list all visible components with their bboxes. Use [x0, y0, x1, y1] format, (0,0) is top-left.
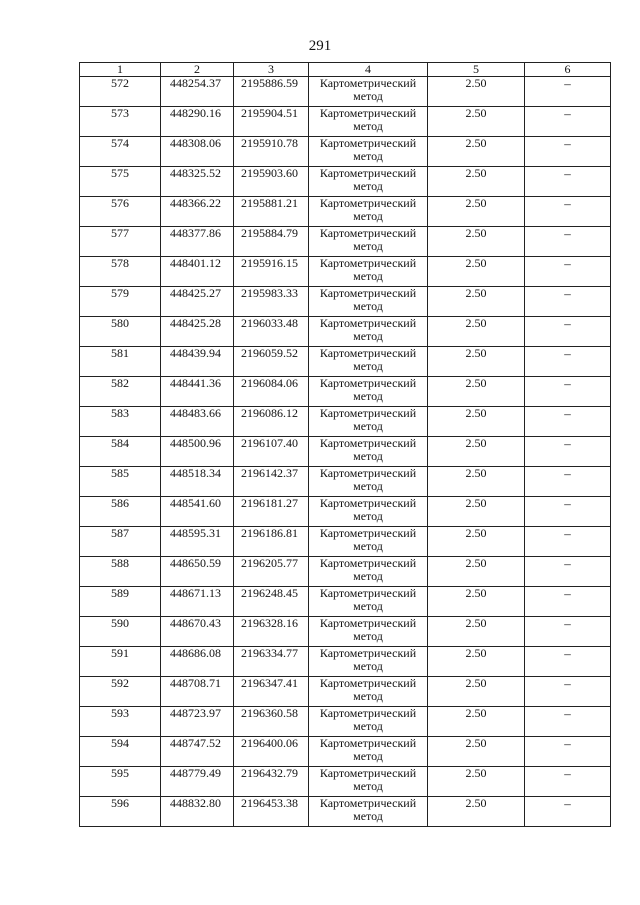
- point-number-cell: 574: [80, 137, 161, 167]
- x-coordinate-cell: 448377.86: [161, 227, 234, 257]
- table-row: [80, 737, 611, 767]
- x-coordinate-cell: 448441.36: [161, 377, 234, 407]
- y-coordinate-cell: 2196328.16: [234, 617, 309, 647]
- column-header: 3: [234, 63, 309, 77]
- accuracy-cell: 2.50: [428, 617, 525, 647]
- accuracy-cell: 2.50: [428, 527, 525, 557]
- point-number-cell: 576: [80, 197, 161, 227]
- x-coordinate-cell: 448686.08: [161, 647, 234, 677]
- page-number: 291: [308, 38, 332, 54]
- point-number-cell: 593: [80, 707, 161, 737]
- note-cell: –: [525, 527, 611, 557]
- x-coordinate-cell: 448832.80: [161, 797, 234, 827]
- accuracy-cell: 2.50: [428, 257, 525, 287]
- x-coordinate-cell: 448650.59: [161, 557, 234, 587]
- method-cell: Картометрический метод: [309, 497, 428, 527]
- table-row: [80, 617, 611, 647]
- table-row: [80, 527, 611, 557]
- x-coordinate-cell: 448439.94: [161, 347, 234, 377]
- accuracy-cell: 2.50: [428, 737, 525, 767]
- table-row: [80, 347, 611, 377]
- point-number-cell: 590: [80, 617, 161, 647]
- accuracy-cell: 2.50: [428, 707, 525, 737]
- y-coordinate-cell: 2196059.52: [234, 347, 309, 377]
- accuracy-cell: 2.50: [428, 377, 525, 407]
- column-header: 4: [309, 63, 428, 77]
- column-header: 6: [525, 63, 611, 77]
- y-coordinate-cell: 2195881.21: [234, 197, 309, 227]
- point-number-cell: 595: [80, 767, 161, 797]
- accuracy-cell: 2.50: [428, 77, 525, 107]
- x-coordinate-cell: 448723.97: [161, 707, 234, 737]
- accuracy-cell: 2.50: [428, 557, 525, 587]
- point-number-cell: 596: [80, 797, 161, 827]
- method-cell: Картометрический метод: [309, 767, 428, 797]
- point-number-cell: 582: [80, 377, 161, 407]
- method-cell: Картометрический метод: [309, 437, 428, 467]
- x-coordinate-cell: 448779.49: [161, 767, 234, 797]
- y-coordinate-cell: 2196400.06: [234, 737, 309, 767]
- point-number-cell: 575: [80, 167, 161, 197]
- point-number-cell: 587: [80, 527, 161, 557]
- accuracy-cell: 2.50: [428, 407, 525, 437]
- note-cell: –: [525, 317, 611, 347]
- accuracy-cell: 2.50: [428, 767, 525, 797]
- x-coordinate-cell: 448595.31: [161, 527, 234, 557]
- accuracy-cell: 2.50: [428, 677, 525, 707]
- method-cell: Картометрический метод: [309, 557, 428, 587]
- x-coordinate-cell: 448747.52: [161, 737, 234, 767]
- table-row: [80, 317, 611, 347]
- note-cell: –: [525, 497, 611, 527]
- y-coordinate-cell: 2196360.58: [234, 707, 309, 737]
- note-cell: –: [525, 767, 611, 797]
- note-cell: –: [525, 347, 611, 377]
- accuracy-cell: 2.50: [428, 317, 525, 347]
- y-coordinate-cell: 2196347.41: [234, 677, 309, 707]
- method-cell: Картометрический метод: [309, 287, 428, 317]
- table-row: [80, 197, 611, 227]
- table-row: [80, 707, 611, 737]
- x-coordinate-cell: 448708.71: [161, 677, 234, 707]
- x-coordinate-cell: 448254.37: [161, 77, 234, 107]
- x-coordinate-cell: 448541.60: [161, 497, 234, 527]
- method-cell: Картометрический метод: [309, 317, 428, 347]
- table-row: [80, 557, 611, 587]
- table-row: [80, 767, 611, 797]
- x-coordinate-cell: 448500.96: [161, 437, 234, 467]
- x-coordinate-cell: 448425.27: [161, 287, 234, 317]
- y-coordinate-cell: 2195886.59: [234, 77, 309, 107]
- note-cell: –: [525, 77, 611, 107]
- point-number-cell: 577: [80, 227, 161, 257]
- table-row: [80, 77, 611, 107]
- method-cell: Картометрический метод: [309, 107, 428, 137]
- note-cell: –: [525, 797, 611, 827]
- table-row: [80, 437, 611, 467]
- point-number-cell: 579: [80, 287, 161, 317]
- table-row: [80, 377, 611, 407]
- note-cell: –: [525, 557, 611, 587]
- method-cell: Картометрический метод: [309, 797, 428, 827]
- point-number-cell: 584: [80, 437, 161, 467]
- table-row: [80, 497, 611, 527]
- y-coordinate-cell: 2196205.77: [234, 557, 309, 587]
- y-coordinate-cell: 2195983.33: [234, 287, 309, 317]
- method-cell: Картометрический метод: [309, 137, 428, 167]
- point-number-cell: 580: [80, 317, 161, 347]
- method-cell: Картометрический метод: [309, 617, 428, 647]
- column-header: 2: [161, 63, 234, 77]
- x-coordinate-cell: 448325.52: [161, 167, 234, 197]
- accuracy-cell: 2.50: [428, 497, 525, 527]
- table-body: [80, 77, 611, 827]
- table-row: [80, 467, 611, 497]
- y-coordinate-cell: 2196453.38: [234, 797, 309, 827]
- point-number-cell: 591: [80, 647, 161, 677]
- accuracy-cell: 2.50: [428, 647, 525, 677]
- point-number-cell: 592: [80, 677, 161, 707]
- method-cell: Картометрический метод: [309, 407, 428, 437]
- table-row: [80, 647, 611, 677]
- table-row: [80, 137, 611, 167]
- column-header: 5: [428, 63, 525, 77]
- method-cell: Картометрический метод: [309, 347, 428, 377]
- y-coordinate-cell: 2195903.60: [234, 167, 309, 197]
- method-cell: Картометрический метод: [309, 707, 428, 737]
- y-coordinate-cell: 2196186.81: [234, 527, 309, 557]
- y-coordinate-cell: 2196142.37: [234, 467, 309, 497]
- note-cell: –: [525, 287, 611, 317]
- y-coordinate-cell: 2196107.40: [234, 437, 309, 467]
- table-row: [80, 287, 611, 317]
- note-cell: –: [525, 587, 611, 617]
- x-coordinate-cell: 448671.13: [161, 587, 234, 617]
- y-coordinate-cell: 2196248.45: [234, 587, 309, 617]
- header-row: [80, 63, 611, 77]
- x-coordinate-cell: 448670.43: [161, 617, 234, 647]
- method-cell: Картометрический метод: [309, 527, 428, 557]
- column-header: 1: [80, 63, 161, 77]
- method-cell: Картометрический метод: [309, 227, 428, 257]
- y-coordinate-cell: 2195904.51: [234, 107, 309, 137]
- method-cell: Картометрический метод: [309, 77, 428, 107]
- y-coordinate-cell: 2196181.27: [234, 497, 309, 527]
- table-row: [80, 677, 611, 707]
- method-cell: Картометрический метод: [309, 197, 428, 227]
- table-row: [80, 167, 611, 197]
- method-cell: Картометрический метод: [309, 677, 428, 707]
- point-number-cell: 589: [80, 587, 161, 617]
- note-cell: –: [525, 437, 611, 467]
- accuracy-cell: 2.50: [428, 167, 525, 197]
- method-cell: Картометрический метод: [309, 377, 428, 407]
- table-row: [80, 227, 611, 257]
- table-row: [80, 257, 611, 287]
- y-coordinate-cell: 2196033.48: [234, 317, 309, 347]
- accuracy-cell: 2.50: [428, 587, 525, 617]
- accuracy-cell: 2.50: [428, 137, 525, 167]
- accuracy-cell: 2.50: [428, 467, 525, 497]
- table-row: [80, 797, 611, 827]
- y-coordinate-cell: 2196432.79: [234, 767, 309, 797]
- y-coordinate-cell: 2195884.79: [234, 227, 309, 257]
- point-number-cell: 588: [80, 557, 161, 587]
- point-number-cell: 594: [80, 737, 161, 767]
- x-coordinate-cell: 448483.66: [161, 407, 234, 437]
- note-cell: –: [525, 617, 611, 647]
- point-number-cell: 586: [80, 497, 161, 527]
- method-cell: Картометрический метод: [309, 167, 428, 197]
- note-cell: –: [525, 227, 611, 257]
- method-cell: Картометрический метод: [309, 467, 428, 497]
- note-cell: –: [525, 647, 611, 677]
- method-cell: Картометрический метод: [309, 257, 428, 287]
- note-cell: –: [525, 107, 611, 137]
- note-cell: –: [525, 167, 611, 197]
- note-cell: –: [525, 407, 611, 437]
- x-coordinate-cell: 448366.22: [161, 197, 234, 227]
- y-coordinate-cell: 2196334.77: [234, 647, 309, 677]
- y-coordinate-cell: 2196084.06: [234, 377, 309, 407]
- note-cell: –: [525, 137, 611, 167]
- y-coordinate-cell: 2195916.15: [234, 257, 309, 287]
- note-cell: –: [525, 707, 611, 737]
- method-cell: Картометрический метод: [309, 587, 428, 617]
- note-cell: –: [525, 737, 611, 767]
- accuracy-cell: 2.50: [428, 197, 525, 227]
- y-coordinate-cell: 2195910.78: [234, 137, 309, 167]
- note-cell: –: [525, 377, 611, 407]
- accuracy-cell: 2.50: [428, 227, 525, 257]
- note-cell: –: [525, 467, 611, 497]
- method-cell: Картометрический метод: [309, 647, 428, 677]
- x-coordinate-cell: 448308.06: [161, 137, 234, 167]
- x-coordinate-cell: 448401.12: [161, 257, 234, 287]
- table-row: [80, 587, 611, 617]
- accuracy-cell: 2.50: [428, 107, 525, 137]
- point-number-cell: 585: [80, 467, 161, 497]
- x-coordinate-cell: 448518.34: [161, 467, 234, 497]
- point-number-cell: 573: [80, 107, 161, 137]
- point-number-cell: 583: [80, 407, 161, 437]
- table-row: [80, 107, 611, 137]
- note-cell: –: [525, 197, 611, 227]
- y-coordinate-cell: 2196086.12: [234, 407, 309, 437]
- accuracy-cell: 2.50: [428, 347, 525, 377]
- x-coordinate-cell: 448290.16: [161, 107, 234, 137]
- point-number-cell: 581: [80, 347, 161, 377]
- note-cell: –: [525, 257, 611, 287]
- coordinates-table: [79, 62, 611, 827]
- point-number-cell: 572: [80, 77, 161, 107]
- x-coordinate-cell: 448425.28: [161, 317, 234, 347]
- note-cell: –: [525, 677, 611, 707]
- accuracy-cell: 2.50: [428, 797, 525, 827]
- method-cell: Картометрический метод: [309, 737, 428, 767]
- point-number-cell: 578: [80, 257, 161, 287]
- table-row: [80, 407, 611, 437]
- accuracy-cell: 2.50: [428, 437, 525, 467]
- accuracy-cell: 2.50: [428, 287, 525, 317]
